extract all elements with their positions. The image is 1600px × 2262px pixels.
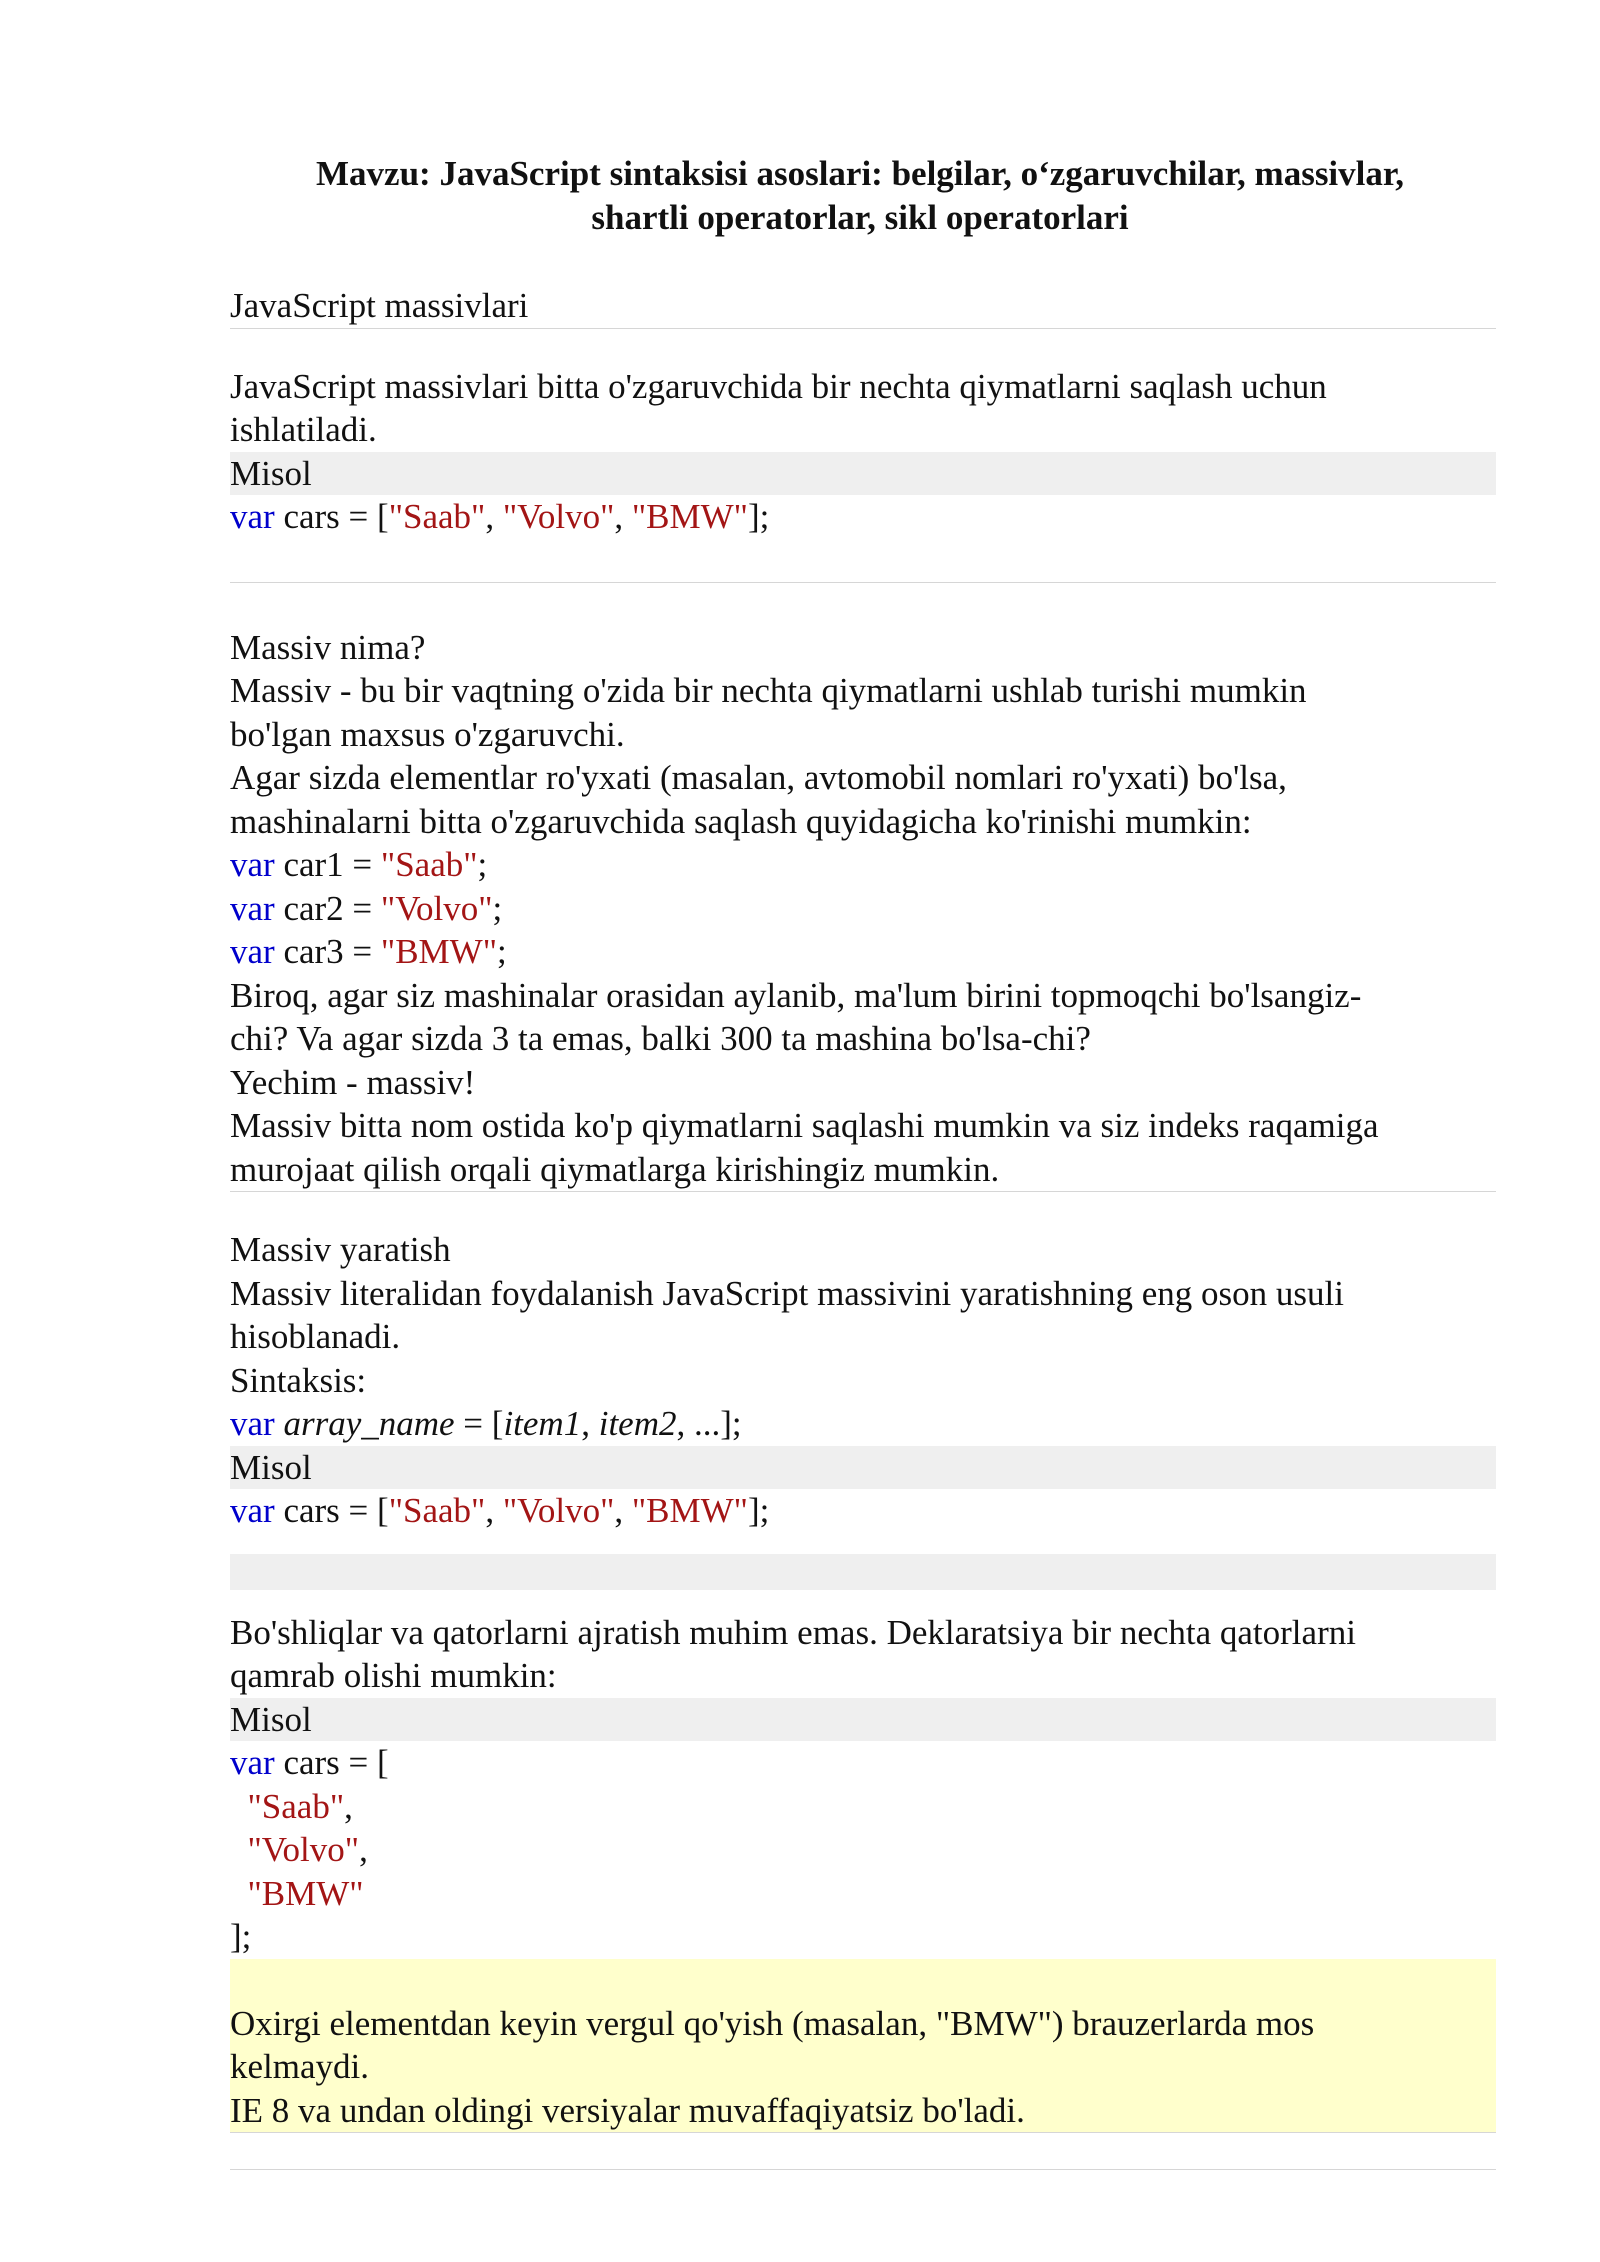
code-text: , (359, 1830, 368, 1869)
code-indent (230, 1874, 248, 1913)
syntax-line (230, 1402, 1496, 1446)
note-line: kelmaydi. (230, 2047, 369, 2086)
code-line (230, 1828, 1496, 1872)
paragraph-line: Massiv literalidan foydalanish JavaScript massivini yaratishning eng oson usuli (230, 1273, 1345, 1313)
code-line (230, 1872, 1496, 1916)
code-placeholder: item2 (598, 1404, 677, 1443)
code-text: , (485, 1491, 503, 1530)
paragraph-line: Massiv bitta nom ostida ko'p qiymatlarni saqlashi mumkin va siz indeks raqamiga (230, 1106, 1379, 1145)
code-text: car3 = (274, 932, 381, 971)
section-heading-arrays: JavaScript massivlari (230, 284, 1496, 329)
code-indent (230, 1787, 248, 1826)
code-keyword: var (230, 888, 275, 928)
code-placeholder: item1 (503, 1404, 582, 1443)
code-keyword: var (230, 1404, 275, 1443)
code-text: ; (497, 932, 507, 971)
paragraph-line: Agar sizda elementlar ro'yxati (masalan, avtomobil nomlari ro'yxati) bo'lsa, (230, 758, 1287, 797)
code-string: "BMW" (631, 1491, 748, 1530)
code-line (230, 1785, 1496, 1829)
code-keyword: var (230, 932, 275, 971)
compatibility-note (230, 1959, 1496, 2134)
code-text: cars = [ (274, 497, 389, 536)
code-text: , (614, 1491, 632, 1530)
code-placeholder: array_name (283, 1404, 455, 1443)
title-line-2: shartli operatorlar, sikl operatorlari (591, 198, 1129, 237)
code-text: , (614, 497, 632, 536)
code-string: "Saab" (380, 845, 478, 884)
code-string: "Volvo" (502, 497, 615, 536)
code-keyword: var (230, 845, 275, 884)
syntax-label: Sintaksis: (230, 1360, 367, 1400)
code-string: "BMW" (247, 1873, 364, 1913)
example-label: Misol (230, 452, 1496, 496)
code-text: , (581, 1404, 599, 1443)
code-string: "BMW" (631, 497, 748, 536)
code-text: , (344, 1786, 353, 1826)
code-string: "Saab" (388, 497, 486, 536)
end-divider (230, 2133, 1496, 2170)
code-line (230, 1489, 1496, 1533)
paragraph-line: ishlatiladi. (230, 410, 377, 449)
code-text: ; (492, 888, 503, 928)
code-line (230, 843, 1496, 887)
code-text: = [ (454, 1404, 504, 1443)
note-line: Oxirgi elementdan keyin vergul qo'yish (masalan, "BMW") brauzerlarda mos (230, 2003, 1315, 2043)
paragraph-line: Yechim - massiv! (230, 1062, 476, 1102)
code-line (230, 887, 1496, 931)
code-text: ; (477, 845, 488, 884)
section-heading-what-is-array: Massiv nima? (230, 627, 426, 667)
code-line (230, 1741, 1496, 1785)
code-text: ]; (747, 497, 770, 536)
paragraph-line: qamrab olishi mumkin: (230, 1656, 557, 1695)
code-text: , (485, 497, 503, 536)
code-line (230, 495, 1496, 539)
document-title (230, 152, 1490, 240)
code-text: car2 = (274, 888, 381, 928)
code-string: "Volvo" (380, 888, 493, 928)
paragraph-line: murojaat qilish orqali qiymatlarga kirishingiz mumkin. (230, 1148, 1496, 1193)
paragraph-line: bo'lgan maxsus o'zgaruvchi. (230, 714, 625, 754)
note-line: IE 8 va undan oldingi versiyalar muvaffaqiyatsiz bo'ladi. (230, 2090, 1025, 2130)
code-line (230, 930, 1496, 974)
code-text: cars = [ (274, 1491, 389, 1530)
example-label: Misol (230, 1698, 1496, 1742)
paragraph-line: Massiv - bu bir vaqtning o'zida bir nechta qiymatlarni ushlab turishi mumkin (230, 671, 1307, 710)
code-string: "Saab" (247, 1786, 345, 1826)
code-string: "Saab" (388, 1491, 486, 1530)
document-body (230, 284, 1496, 2170)
title-line-1: Mavzu: JavaScript sintaksisi asoslari: belgilar, o‘zgaruvchilar, massivlar, (316, 154, 1404, 193)
example-divider (230, 1554, 1496, 1590)
paragraph-line: Bo'shliqlar va qatorlarni ajratish muhim emas. Deklaratsiya bir nechta qatorlarni (230, 1612, 1356, 1652)
code-keyword: var (230, 1491, 275, 1530)
paragraph-line: JavaScript massivlari bitta o'zgaruvchida bir nechta qiymatlarni saqlash uchun (230, 366, 1327, 406)
code-text: , ...]; (676, 1404, 742, 1443)
code-indent (230, 1830, 248, 1869)
paragraph-line: Biroq, agar siz mashinalar orasidan aylanib, ma'lum birini topmoqchi bo'lsangiz- (230, 975, 1362, 1015)
code-text: cars = [ (274, 1743, 389, 1782)
code-keyword: var (230, 497, 275, 536)
code-text: ]; (747, 1491, 770, 1530)
code-line: ]; (230, 1917, 252, 1956)
section-heading-create-array: Massiv yaratish (230, 1230, 451, 1269)
example-label: Misol (230, 1446, 1496, 1490)
code-string: "Volvo" (502, 1491, 615, 1530)
code-string: "BMW" (380, 932, 497, 971)
code-keyword: var (230, 1743, 275, 1782)
code-string: "Volvo" (247, 1830, 360, 1869)
paragraph-line: chi? Va agar sizda 3 ta emas, balki 300 ta mashina bo'lsa-chi? (230, 1019, 1091, 1058)
code-text: car1 = (274, 845, 381, 884)
paragraph-line: hisoblanadi. (230, 1317, 401, 1356)
paragraph-line: mashinalarni bitta o'zgaruvchida saqlash quyidagicha ko'rinishi mumkin: (230, 801, 1252, 841)
